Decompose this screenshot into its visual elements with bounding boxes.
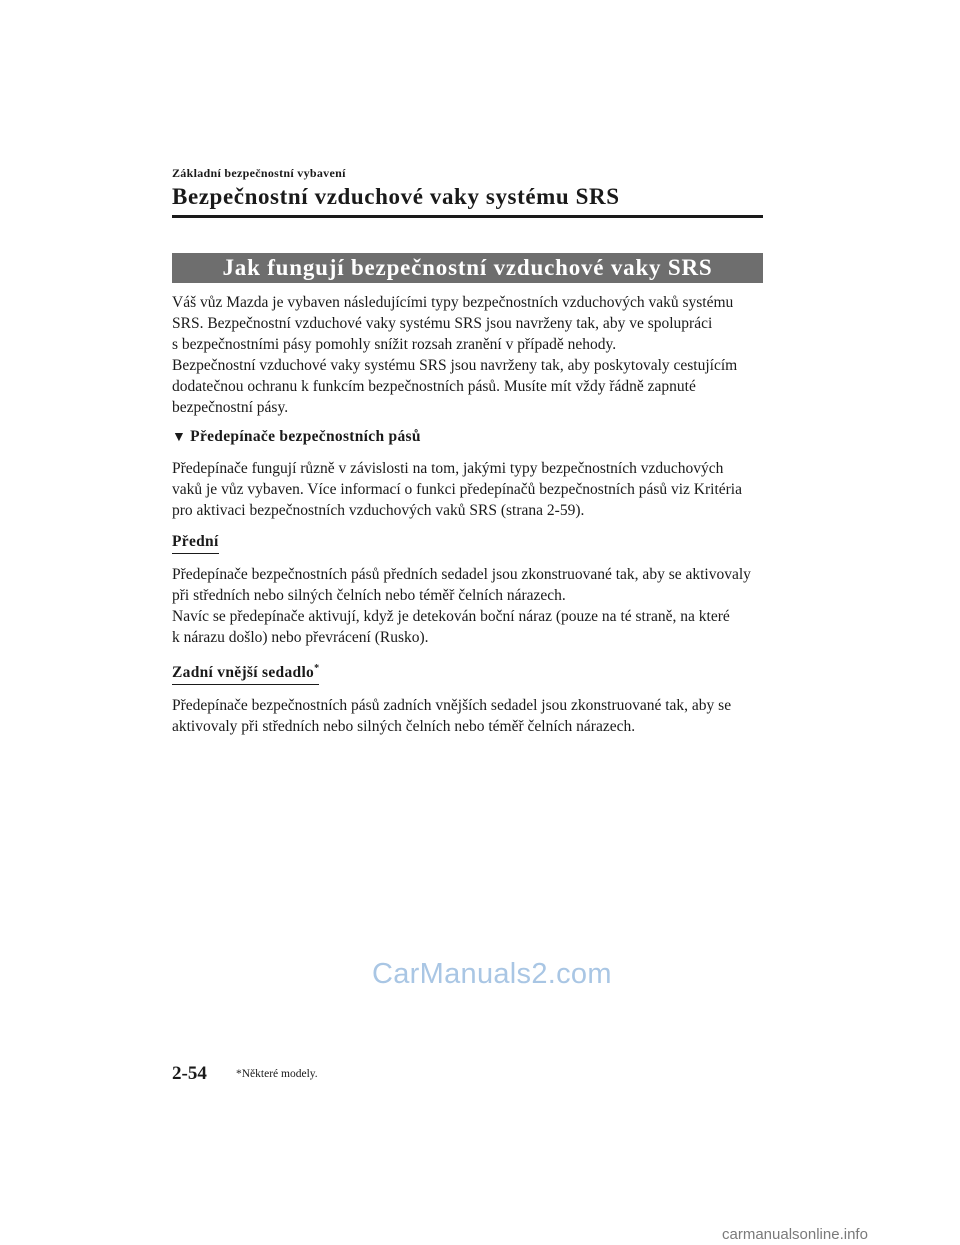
section-title: Bezpečnostní vzduchové vaky systému SRS: [172, 184, 620, 209]
text-line: s bezpečnostními pásy pomohly snížit rozsah zranění v případě nehody.: [172, 336, 617, 353]
pretensioners-heading-text: Předepínače bezpečnostních pásů: [190, 428, 421, 445]
triangle-down-icon: ▼: [172, 430, 187, 445]
text-line: bezpečnostní pásy.: [172, 399, 289, 416]
text-line: při středních nebo silných čelních nebo téměř čelních nárazech.: [172, 587, 566, 604]
rear-heading-text: Zadní vnější sedadlo: [172, 664, 315, 682]
text-line: Navíc se předepínače aktivují, když je detekován boční náraz (pouze na té straně, na které: [172, 608, 730, 625]
text-line: k nárazu došlo) nebo převrácení (Rusko).: [172, 629, 429, 646]
footnote: *Některé modely.: [236, 1068, 318, 1080]
page-number: 2-54: [172, 1063, 207, 1084]
section-title-rule: [172, 215, 763, 218]
front-heading: Přední: [172, 531, 219, 554]
text-line: Předepínače bezpečnostních pásů zadních vnějších sedadel jsou zkonstruované tak, aby se: [172, 697, 732, 715]
site-watermark: carmanualsonline.info: [722, 1226, 868, 1243]
text-line: Předepínače fungují různě v závislosti na tom, jakými typy bezpečnostních vzduchových: [172, 460, 724, 477]
text-line: Předepínače bezpečnostních pásů předních sedadel jsou zkonstruované tak, aby se aktivovaly: [172, 566, 751, 583]
watermark: CarManuals2.com: [372, 958, 612, 990]
footnote-marker: *: [314, 663, 320, 674]
pretensioners-paragraph: [172, 458, 772, 521]
chapter-label: Základní bezpečnostní vybavení: [172, 166, 346, 180]
rear-heading: [172, 658, 319, 685]
rear-paragraph: [172, 695, 772, 737]
content: [172, 292, 772, 745]
topic-banner: Jak fungují bezpečnostní vzduchové vaky SRS: [172, 253, 763, 283]
text-line: aktivovaly při středních nebo silných čelních nebo téměř čelních nárazech.: [172, 718, 636, 736]
pretensioners-heading: [172, 426, 772, 448]
front-paragraph: [172, 564, 772, 648]
text-line: vaků je vůz vybaven. Více informací o funkci předepínačů bezpečnostních pásů viz Kritéria: [172, 481, 742, 498]
intro-paragraph: [172, 292, 772, 418]
text-line: Bezpečnostní vzduchové vaky systému SRS jsou navrženy tak, aby poskytovaly cestujícím: [172, 357, 738, 374]
text-line: Váš vůz Mazda je vybaven následujícími typy bezpečnostních vzduchových vaků systému: [172, 294, 734, 311]
text-line: dodatečnou ochranu k funkcím bezpečnostních pásů. Musíte mít vždy řádně zapnuté: [172, 378, 696, 395]
text-line: pro aktivaci bezpečnostních vzduchových vaků SRS (strana 2-59).: [172, 502, 585, 519]
text-line: SRS. Bezpečnostní vzduchové vaky systému SRS jsou navrženy tak, aby ve spolupráci: [172, 315, 713, 332]
